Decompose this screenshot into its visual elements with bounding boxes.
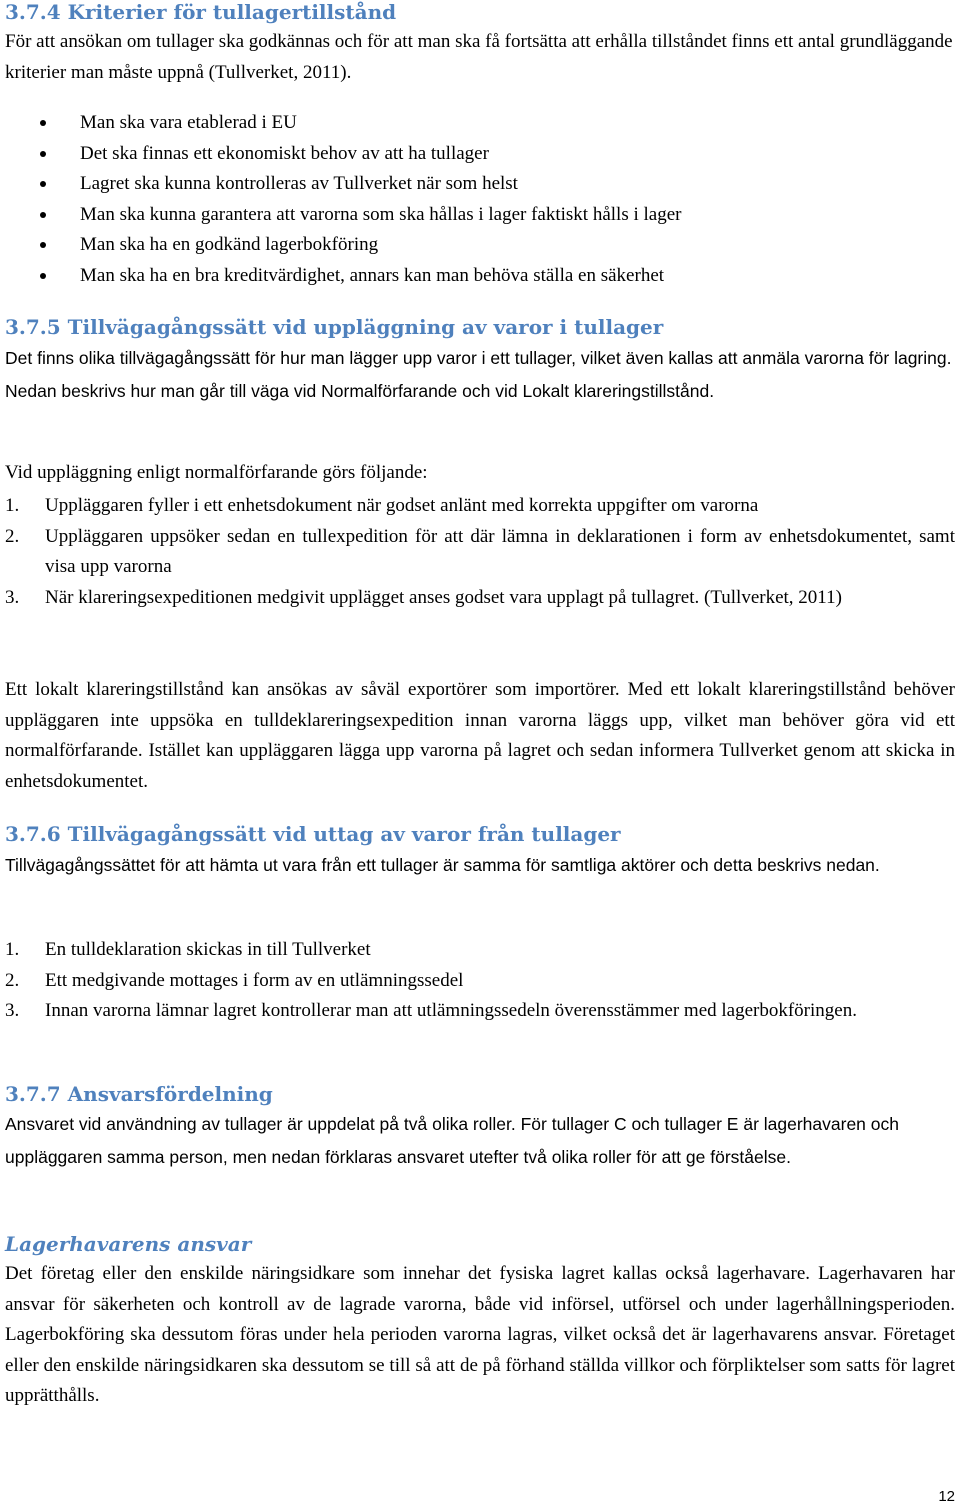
paragraph-lagerhavarens-ansvar: Det företag eller den enskilde näringsidkare som innehar det fysiska lagret kallas också lagerhavare. Lagerhavaren har ansvar för säkerheten och kontroll av de lagrade varorna, både vid införsel, utförsel och under lagerhållningsperioden. Lagerbokföring ska dessutom föras under hela perioden varorna lagras, vilket också det är lagerhavarens ansvar. Företaget eller den enskilde näringsidkaren ska dessutom se till så att de på förhand ställda villkor och förpliktelser som satts för lagret upprätthålls. <box>5 1263 955 1407</box>
list-item: 3. När klareringsexpeditionen medgivit upplägget anses godset vara upplagt på tullagret. (Tullverket, 2011) <box>5 583 955 614</box>
list-item: Man ska ha en godkänd lagerbokföring <box>40 230 940 261</box>
step-number: 2. <box>5 525 20 547</box>
list-item: Man ska vara etablerad i EU <box>40 108 940 139</box>
step-number: 2. <box>5 969 20 991</box>
heading-lagerhavarens-ansvar: Lagerhavarens ansvar <box>5 1232 252 1256</box>
bullet-icon <box>40 273 46 279</box>
list-item: Det ska finnas ett ekonomiskt behov av att ha tullager <box>40 139 940 170</box>
heading-3-7-7: 3.7.7 Ansvarsfördelning <box>5 1082 273 1106</box>
heading-3-7-5: 3.7.5 Tillvägagångssätt vid uppläggning av varor i tullager <box>5 315 664 339</box>
heading-3-7-6: 3.7.6 Tillvägagångssätt vid uttag av varor från tullager <box>5 822 621 846</box>
criteria-list <box>40 108 940 291</box>
normalforfarande-steps <box>5 491 955 613</box>
step-number: 1. <box>5 495 20 516</box>
bullet-icon <box>40 242 46 248</box>
paragraph-lokalt-klareringstillstand: Ett lokalt klareringstillstånd kan ansökas av såväl exportörer som importörer. Med ett lokalt klareringstillstånd behöver uppläggaren inte uppsöka en tulldeklareringsexpedition innan varorna läggs upp, vilket man behöver göra vid ett normalförfarande. Istället kan uppläggaren lägga upp varorna på lagret och sedan informera Tullverket genom att skicka in enhetsdokumentet. <box>5 679 955 792</box>
bullet-icon <box>40 151 46 157</box>
list-item: Lagret ska kunna kontrolleras av Tullverket när som helst <box>40 169 940 200</box>
bullet-icon <box>40 212 46 218</box>
heading-3-7-4: 3.7.4 Kriterier för tullagertillstånd <box>5 0 397 24</box>
paragraph-3-7-6-intro: Tillvägagångssättet för att hämta ut vara från ett tullager är samma för samtliga aktörer och detta beskrivs nedan. <box>5 855 880 875</box>
list-item: Man ska kunna garantera att varorna som ska hållas i lager faktiskt hålls i lager <box>40 200 940 231</box>
list-item: 1. Uppläggaren fyller i ett enhetsdokument när godset anlänt med korrekta uppgifter om varorna <box>5 491 955 522</box>
list-item: 3. Innan varorna lämnar lagret kontrollerar man att utlämningssedeln överensstämmer med lagerbokföringen. <box>5 996 955 1027</box>
paragraph-3-7-4-intro: För att ansökan om tullager ska godkännas och för att man ska få fortsätta att erhålla tillståndet finns ett antal grundläggande kriterier man måste uppnå (Tullverket, 2011). <box>5 31 953 83</box>
list-item: Man ska ha en bra kreditvärdighet, annars kan man behöva ställa en säkerhet <box>40 261 940 292</box>
page-number: 12 <box>938 1488 955 1505</box>
step-number: 3. <box>5 586 20 608</box>
paragraph-normalforfarande-lead: Vid uppläggning enligt normalförfarande görs följande: <box>5 462 428 483</box>
paragraph-3-7-7-intro: Ansvaret vid användning av tullager är uppdelat på två olika roller. För tullager C och tullager E är lagerhavaren och uppläggaren samma person, men nedan förklaras ansvaret utefter två olika roller för att ge förståelse. <box>5 1114 899 1167</box>
list-item: 2. Ett medgivande mottages i form av en utlämningssedel <box>5 966 955 997</box>
uttag-steps <box>5 935 955 1027</box>
list-item: 2. Uppläggaren uppsöker sedan en tullexpedition för att där lämna in deklarationen i form av enhetsdokumentet, samt visa upp varorna <box>5 522 955 583</box>
bullet-icon <box>40 120 46 126</box>
step-number: 3. <box>5 1000 20 1022</box>
step-number: 1. <box>5 939 20 960</box>
paragraph-3-7-5-intro: Det finns olika tillvägagångssätt för hur man lägger upp varor i ett tullager, vilket även kallas att anmäla varorna för lagring. Nedan beskrivs hur man går till väga vid Normalförfarande och vid Lokalt klareringstillstånd. <box>5 348 952 401</box>
list-item: 1. En tulldeklaration skickas in till Tullverket <box>5 935 955 966</box>
bullet-icon <box>40 181 46 187</box>
